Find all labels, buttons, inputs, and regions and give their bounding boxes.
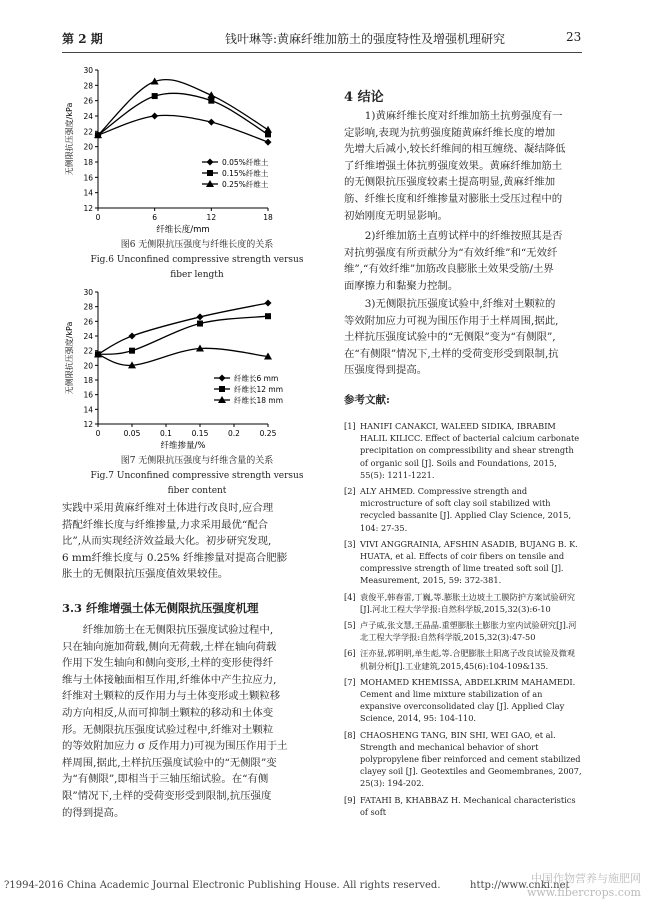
data-point xyxy=(265,313,271,319)
watermark: 中国作物营养与施肥网 www.fibercrops.com xyxy=(526,872,641,899)
y-tick-label: 24 xyxy=(83,332,93,341)
fig7-chart xyxy=(62,286,332,458)
y-tick-label: 26 xyxy=(83,317,93,327)
data-point xyxy=(208,119,215,126)
y-tick-label: 18 xyxy=(83,158,93,167)
legend-label: 纤维长6 mm xyxy=(234,374,279,383)
legend-label: 纤维长18 mm xyxy=(234,396,284,405)
x-tick-label: 0 xyxy=(95,213,101,222)
x-tick-label: 0.05 xyxy=(123,429,141,438)
legend-marker xyxy=(219,386,225,392)
data-point xyxy=(151,113,158,120)
y-tick-label: 20 xyxy=(83,142,93,152)
series-line xyxy=(98,348,268,365)
data-point xyxy=(208,98,214,104)
y-tick-label: 28 xyxy=(83,302,93,312)
issue-label: 第 2 期 xyxy=(62,32,103,46)
reference-item: [7] MOHAMED KHEMISSA, ABDELKRIM MAHAMEDI. Cement and lime mixture stabilization of an expansive overconsolidated clay [J]. Applied Clay Science, 2014, 95: 104-110. xyxy=(344,676,576,724)
x-axis-label: 纤维长度/mm xyxy=(156,225,210,235)
fig7-caption: 图7 无侧限抗压强度与纤维含量的关系 Fig.7 Unconfined compressive strength versus fiber content xyxy=(90,456,304,496)
x-tick-label: 18 xyxy=(263,213,273,222)
y-tick-label: 14 xyxy=(83,405,93,415)
legend-label: 0.15%纤维土 xyxy=(222,169,269,178)
left-paragraph-2: 纤维加筋土在无侧限抗压强度试验过程中, 只在轴向施加荷载,侧向无荷载,土样在轴向荷载 作用下发生轴向和侧向变形,土样的变形使得纤 维与土体接触面相互作用,纤维体中产生拉应力, 纤维对土颗粒的反作用力与土体变形或土颗粒移 动方向相反,从而可抑制土颗粒的移动和土体变 形。无侧限抗压强度试验过程中,纤维对土颗粒 的等效附加应力 σ 反作用力)可视为围压作用于土 样周围,据此,土样抗压强度试验中的“无侧限”变 为“有侧限”,即相当于三轴压缩试验。在“有侧 限”情况下,土样的受荷变形受到限制,抗压强度 的得到提高。 xyxy=(62,624,288,819)
y-tick-label: 30 xyxy=(83,66,93,75)
x-tick-label: 0.15 xyxy=(191,429,209,438)
x-tick-label: 0.2 xyxy=(228,429,240,438)
x-tick-label: 0.1 xyxy=(160,429,172,438)
y-axis-label: 无侧限抗压强度/kPa xyxy=(65,102,74,176)
x-tick-label: 0 xyxy=(95,429,101,438)
data-point xyxy=(129,333,136,340)
reference-item: [8] CHAOSHENG TANG, BIN SHI, WEI GAO, et al. Strength and mechanical behavior of short polypropylene fiber reinforced and cement stabilized clayey soil [J]. Geotextiles and Geomembranes, 2007, 25(3): 194-202. xyxy=(344,729,582,789)
page-number: 23 xyxy=(566,30,582,44)
header-rule xyxy=(62,52,582,53)
y-tick-label: 18 xyxy=(83,376,93,385)
reference-item: [2] ALY AHMED. Compressive strength and microstructure of soft clay soil stabilized with recycled bassanite [J]. Applied Clay Science, 2015, 104: 27-35. xyxy=(344,486,572,533)
data-point xyxy=(129,348,135,354)
y-tick-label: 28 xyxy=(83,81,93,91)
fig6-caption: 图6 无侧限抗压强度与纤维长度的关系 Fig.6 Unconfined compressive strength versus fiber length xyxy=(90,240,304,280)
data-point xyxy=(265,300,272,307)
series-line xyxy=(98,115,268,142)
y-tick-label: 16 xyxy=(83,173,93,183)
footer-url: http://www.cnki.net xyxy=(470,880,570,891)
y-tick-label: 14 xyxy=(83,188,93,198)
x-tick-label: 0.25 xyxy=(259,429,277,438)
fig6-chart xyxy=(62,64,332,242)
data-point xyxy=(197,321,203,327)
y-tick-label: 24 xyxy=(83,112,93,121)
reference-item: [6] 汪亦显,郭明明,单生彪,等.合肥膨胀土阳离子改良试验及微观机制分析[J].工业建筑,2015,45(6):104-109&135. xyxy=(344,648,576,671)
section-3-3-heading: 3.3 纤维增强土体无侧限抗压强度机理 xyxy=(62,601,259,615)
section-4-heading: 4 结论 xyxy=(344,90,384,105)
y-tick-label: 26 xyxy=(83,96,93,106)
series-line xyxy=(98,316,268,354)
legend-label: 0.05%纤维土 xyxy=(222,158,269,167)
reference-item: [1] HANIFI CANAKCI, WALEED SIDIKA, IBRABIM HALIL KILICC. Effect of bacterial calcium carbonate precipitation on compressibility and shear strength of organic soil [J]. Soils and Foundations, 2015, 55(5): 1211-1221. xyxy=(344,421,580,480)
data-point xyxy=(152,93,158,99)
x-axis-label: 纤维掺量/% xyxy=(160,441,206,451)
legend-marker xyxy=(207,159,214,166)
reference-list xyxy=(344,420,582,822)
x-tick-label: 6 xyxy=(152,213,158,222)
conclusion-1: 1)黄麻纤维长度对纤维加筋土抗剪强度有一 定影响,表现为抗剪强度随黄麻纤维长度的增加 先增大后减小,较长纤维间的相互缠绕、凝结降低 了纤维增强土体抗剪强度效果。黄麻纤维加筋土 的无侧限抗压强度较素土提高明显,黄麻纤维加 筋、纤维长度和纤维掺量对膨胀土受压过程中的 初始刚度无明显影响。 xyxy=(344,110,566,222)
running-title: 钱叶琳等:黄麻纤维加筋土的强度特性及增强机理研究 xyxy=(225,32,506,46)
y-axis-label: 无侧限抗压强度/kPa xyxy=(65,321,74,395)
copyright-text: ?1994-2016 China Academic Journal Electronic Publishing House. All rights reserved. xyxy=(4,880,441,891)
data-point xyxy=(265,139,272,146)
legend-marker xyxy=(219,375,226,382)
data-point xyxy=(197,313,204,320)
series-line xyxy=(98,93,268,135)
legend-label: 0.25%纤维土 xyxy=(222,180,269,189)
data-point xyxy=(264,126,272,133)
series-line xyxy=(98,80,268,136)
reference-item: [3] VIVI ANGGRAINIA, AFSHIN ASADIB, BUJANG B. K. HUATA, et al. Effects of coir fibers on tensile and compressive strength of lime treated soft soil [J]. Measurement, 2015, 59: 372-381. xyxy=(344,538,578,586)
reference-item: [4] 袁俊平,韩春雷,丁巍,等.膨胀土边坡土工膜防护方案试验研究[J].河北工程大学学报:自然科学版,2015,32(3):6-10 xyxy=(344,591,576,614)
y-tick-label: 30 xyxy=(83,288,93,297)
legend-label: 纤维长12 mm xyxy=(234,385,284,394)
left-paragraph-1: 实践中采用黄麻纤维对土体进行改良时,应合理 搭配纤维长度与纤维掺量,力求采用最优“配合 比”,从而实现经济效益最大化。初步研究发现, 6 mm纤维长度与 0.25% 纤维掺量对提高合肥膨 胀土的无侧限抗压强度值效果较佳。 xyxy=(62,502,288,581)
y-tick-label: 12 xyxy=(83,420,93,429)
conclusion-3: 3)无侧限抗压强度试验中,纤维对土颗粒的 等效附加应力可视为围压作用于土样周围,据此, 土样抗压强度试验中的“无侧限”变为“有侧限”, 在“有侧限”情况下,土样的受荷变形受到限制,抗 压强度得到提高。 xyxy=(344,298,559,377)
y-tick-label: 12 xyxy=(83,204,93,213)
reference-item: [9] FATAHI B, KHABBAZ H. Mechanical characteristics of soft xyxy=(344,794,576,817)
y-tick-label: 22 xyxy=(83,127,93,137)
references-heading: 参考文献: xyxy=(344,394,390,406)
legend-marker xyxy=(207,170,213,176)
data-point xyxy=(207,91,215,98)
conclusion-2: 2)纤维加筋土直剪试样中的纤维按照其是否 对抗剪强度有所贡献分为“有效纤维”和“无效纤 维”,“有效纤维”加筋改良膨胀土效果受筋/土界 面摩擦力和黏聚力控制。 xyxy=(344,230,563,292)
x-tick-label: 12 xyxy=(206,213,217,222)
y-tick-label: 20 xyxy=(83,361,93,371)
y-tick-label: 22 xyxy=(83,346,93,356)
reference-item: [5] 卢子威,张文慧,王晶晶.重塑膨胀土膨胀力室内试验研究[J].河北工程大学学报:自然科学版,2015,32(3):47-50 xyxy=(344,620,577,643)
y-tick-label: 16 xyxy=(83,390,93,400)
